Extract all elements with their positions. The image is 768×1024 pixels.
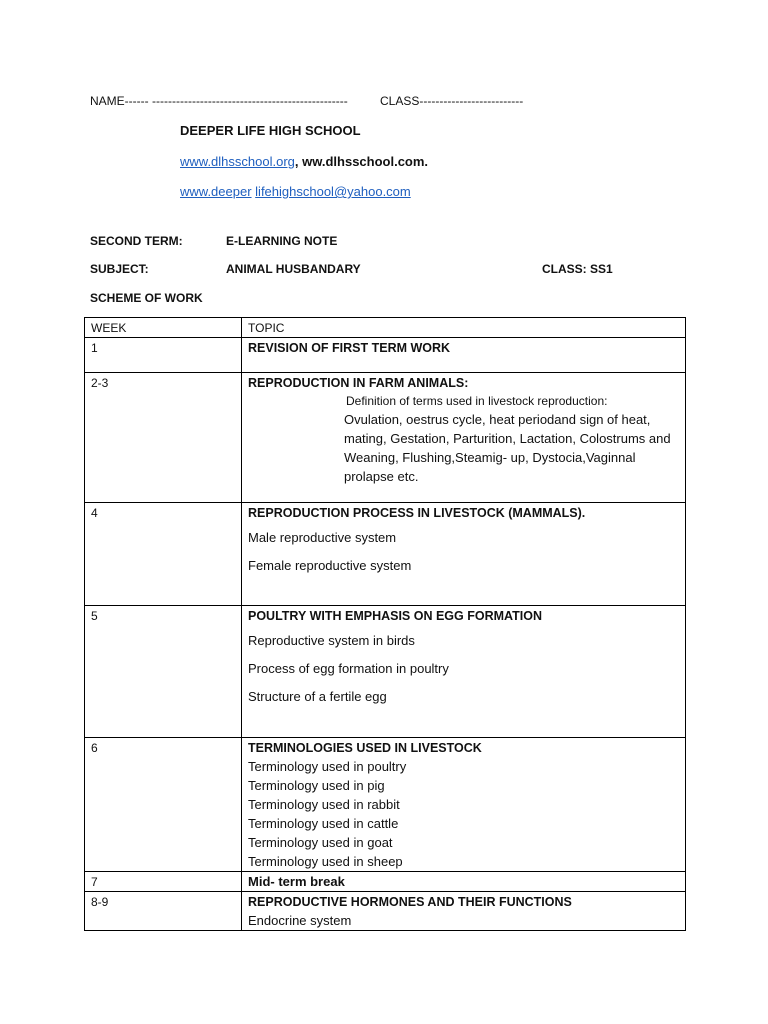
table-row: [85, 373, 686, 503]
website-alt-text: , ww.dlhsschool.com.: [294, 154, 429, 169]
topic-item: Terminology used in pig: [248, 778, 385, 793]
table-row: [85, 503, 686, 606]
scheme-heading: SCHEME OF WORK: [90, 291, 203, 305]
topic-item: Structure of a fertile egg: [248, 689, 387, 704]
topic-cell: [242, 738, 686, 872]
website-line: [180, 154, 428, 169]
topic-cell: [242, 872, 686, 892]
topic-cell: [242, 892, 686, 931]
topic-item: Female reproductive system: [248, 558, 412, 573]
topic-title: REPRODUCTIVE HORMONES AND THEIR FUNCTIONS: [248, 895, 572, 909]
topic-item: Terminology used in poultry: [248, 759, 407, 774]
topic-cell: [242, 373, 686, 503]
topic-header: TOPIC: [242, 318, 686, 338]
table-row: [85, 738, 686, 872]
term-value: E-LEARNING NOTE: [226, 234, 338, 248]
topic-item: Male reproductive system: [248, 530, 397, 545]
week-cell: 1: [85, 338, 242, 373]
topic-title: TERMINOLOGIES USED IN LIVESTOCK: [248, 741, 482, 755]
topic-item: Reproductive system in birds: [248, 633, 415, 648]
table-row: [85, 606, 686, 738]
topic-detail-text: Ovulation, oestrus cycle, heat periodand sign of heat, mating, Gestation, Parturition, Lactation, Colostrums and Weaning, Flushing,Steamig- up, Dystocia,Vaginnal prolapse etc.: [344, 412, 671, 484]
website-link[interactable]: www.dlhsschool.org: [180, 154, 295, 169]
subject-label: SUBJECT:: [90, 262, 149, 276]
week-cell: 7: [85, 872, 242, 892]
email-line: [180, 184, 411, 199]
email-link-part1[interactable]: www.deeper: [180, 184, 252, 199]
week-cell: 8-9: [85, 892, 242, 931]
email-link-part2[interactable]: lifehighschool@yahoo.com: [255, 184, 411, 199]
class-value: CLASS: SS1: [542, 262, 613, 276]
topic-lead-text: Definition of terms used in livestock reproduction:: [346, 394, 608, 408]
topic-title: REPRODUCTION IN FARM ANIMALS:: [248, 376, 469, 390]
school-name: DEEPER LIFE HIGH SCHOOL: [180, 123, 361, 138]
week-header: WEEK: [85, 318, 242, 338]
topic-title: REPRODUCTION PROCESS IN LIVESTOCK (MAMMALS).: [248, 506, 586, 520]
topic-item: Endocrine system: [248, 913, 352, 928]
class-field-line: CLASS--------------------------: [380, 94, 524, 108]
table-row: [85, 892, 686, 931]
topic-title: REVISION OF FIRST TERM WORK: [248, 341, 451, 355]
topic-item: Terminology used in cattle: [248, 816, 399, 831]
topic-title: Mid- term break: [248, 874, 345, 889]
week-cell: 2-3: [85, 373, 242, 503]
topic-cell: [242, 606, 686, 738]
table-header-row: [85, 318, 686, 338]
week-cell: 5: [85, 606, 242, 738]
term-label: SECOND TERM:: [90, 234, 183, 248]
topic-item: Terminology used in goat: [248, 835, 393, 850]
table-row: [85, 338, 686, 373]
topic-item: Terminology used in rabbit: [248, 797, 400, 812]
topic-cell: [242, 503, 686, 606]
topic-item: Process of egg formation in poultry: [248, 661, 449, 676]
scheme-of-work-table: [84, 317, 686, 931]
week-cell: 4: [85, 503, 242, 606]
week-cell: 6: [85, 738, 242, 872]
table-row: [85, 872, 686, 892]
subject-value: ANIMAL HUSBANDARY: [226, 262, 361, 276]
topic-title: POULTRY WITH EMPHASIS ON EGG FORMATION: [248, 609, 542, 623]
topic-cell: [242, 338, 686, 373]
topic-item: Terminology used in sheep: [248, 854, 403, 869]
name-field-line: NAME------ -------------------------------------------------: [90, 94, 348, 108]
